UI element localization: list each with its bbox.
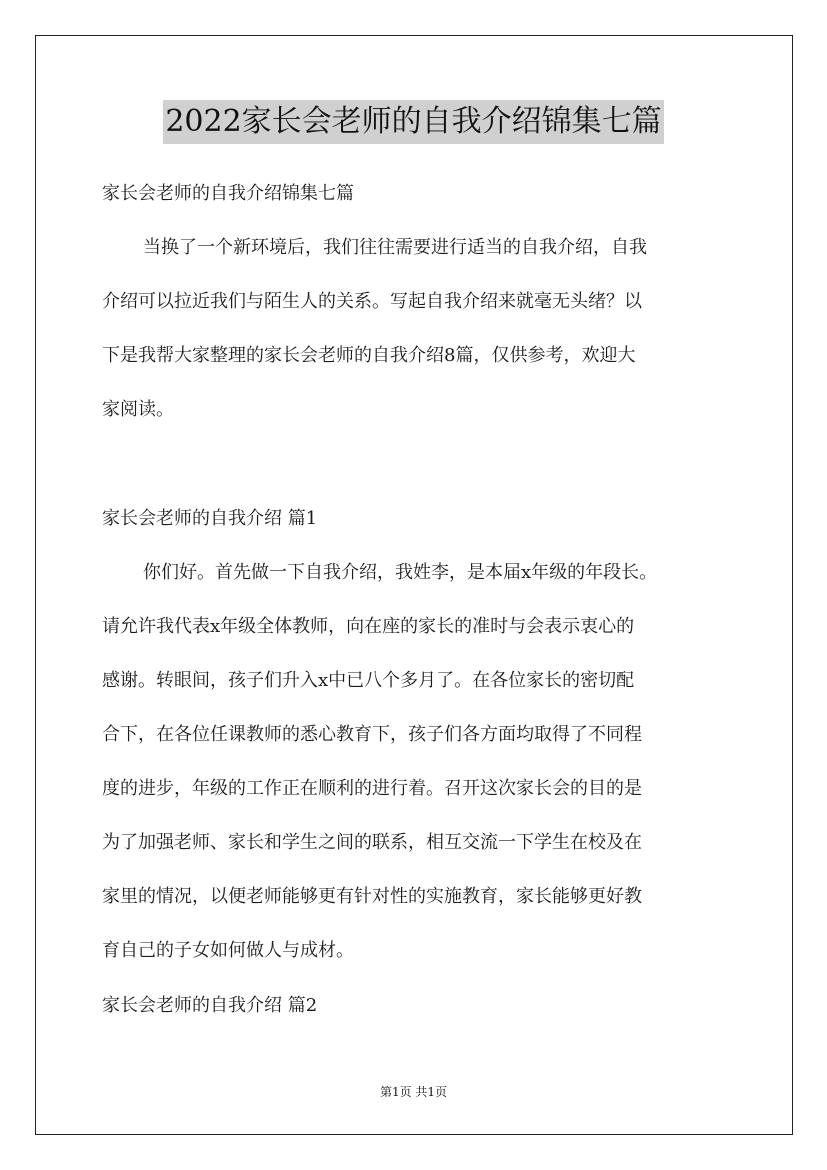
section-1-line-6: 为了加强老师、家长和学生之间的联系，相互交流一下学生在校及在 bbox=[102, 832, 642, 853]
intro-line-3: 下是我帮大家整理的家长会老师的自我介绍8篇，仅供参考，欢迎大 bbox=[102, 345, 636, 366]
intro-line-4: 家阅读。 bbox=[102, 399, 174, 420]
section-1-heading: 家长会老师的自我介绍 篇1 bbox=[102, 508, 318, 529]
intro-line-1: 当换了一个新环境后，我们往往需要进行适当的自我介绍，自我 bbox=[143, 237, 647, 258]
section-1-line-1: 你们好。首先做一下自我介绍，我姓李，是本届x年级的年段长。 bbox=[143, 562, 658, 583]
intro-line-2: 介绍可以拉近我们与陌生人的关系。写起自我介绍来就毫无头绪？以 bbox=[102, 291, 642, 312]
section-1-line-7: 家里的情况，以便老师能够更有针对性的实施教育，家长能够更好教 bbox=[102, 886, 642, 907]
title-container bbox=[0, 100, 827, 144]
section-2-heading: 家长会老师的自我介绍 篇2 bbox=[102, 995, 318, 1016]
section-1-line-2: 请允许我代表x年级全体教师，向在座的家长的准时与会表示衷心的 bbox=[102, 616, 635, 637]
document-title: 2022家长会老师的自我介绍锦集七篇 bbox=[163, 100, 663, 144]
section-1-line-3: 感谢。转眼间，孩子们升入x中已八个多月了。在各位家长的密切配 bbox=[102, 670, 635, 691]
page-footer: 第1页 共1页 bbox=[379, 1085, 448, 1099]
section-1-line-5: 度的进步，年级的工作正在顺利的进行着。召开这次家长会的目的是 bbox=[102, 778, 642, 799]
section-1-line-4: 合下，在各位任课教师的悉心教育下，孩子们各方面均取得了不同程 bbox=[102, 724, 642, 745]
subtitle: 家长会老师的自我介绍锦集七篇 bbox=[102, 183, 354, 204]
section-1-line-8: 育自己的子女如何做人与成材。 bbox=[102, 940, 354, 961]
